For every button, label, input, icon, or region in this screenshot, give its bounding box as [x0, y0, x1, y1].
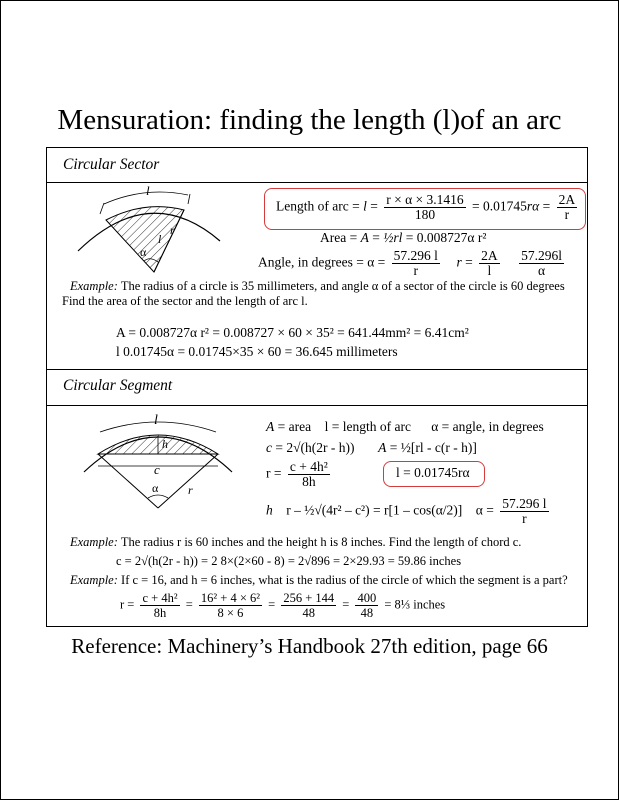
- sector-calc-length: l 0.01745α = 0.01745×35 × 60 = 36.645 millimeters: [116, 344, 398, 359]
- segment-definitions: A = area l = length of arc α = angle, in degrees: [266, 419, 544, 434]
- sector-example-line2: Find the area of the sector and the length of arc l.: [62, 294, 308, 308]
- sector-diagram: [70, 186, 250, 286]
- page-title: Mensuration: finding the length (l)of an arc: [57, 104, 562, 136]
- radius-formula: r = $\frac{\text{c + 4h²}}{8h}$: [266, 459, 328, 489]
- divider-2: [46, 369, 587, 370]
- sector-label-l: l: [146, 186, 150, 198]
- segment-label-h: h: [162, 437, 168, 451]
- segment-label-r: r: [188, 483, 193, 497]
- sector-heading: Circular Sector: [63, 156, 160, 173]
- segment-diagram: [80, 412, 250, 522]
- angle-formula: Angle, in degrees = α = $\frac{57.296 l}{r}$ r = $\frac{2A}{l}$ $\frac{57.296l}{\alpha}$: [258, 248, 562, 278]
- chord-formula: c = 2√(h(2r - h)) A = ½[rl - c(r - h)]: [266, 440, 477, 455]
- segment-label-alpha: α: [152, 481, 159, 495]
- arc-length-fraction: $\frac{r \times \alpha \times 3.1416}{180}$: [386, 192, 464, 222]
- area-formula: Area = A = ½rl = 0.008727α r²: [320, 230, 487, 245]
- arc-length-fraction-2: $\frac{2A}{r}$: [558, 192, 576, 222]
- divider-1: [46, 182, 587, 183]
- sector-example: Example: The radius of a circle is 35 millimeters, and angle α of a sector of the circle is 60 degrees: [70, 279, 565, 293]
- sector-label-alpha: α: [140, 245, 147, 259]
- segment-example-1: Example: The radius r is 60 inches and the height h is 8 inches. Find the length of chord c.: [70, 535, 522, 549]
- segment-example-2-calc: r = $\frac{\text{c + 4h²}}{8h}$ = $\frac{\text{16² + 4 × 6²}}{8 \times 6}$ = $\frac{256 + 144}{48}$ = $\frac{400}{48}$ = 8⅓ inches: [120, 591, 446, 620]
- sector-label-r: r: [170, 223, 175, 237]
- segment-example-1-calc: c = 2√(h(2r - h)) = 2 8×(2×60 - 8) = 2√896 = 2×29.93 = 59.86 inches: [116, 554, 462, 568]
- sector-label-l-inner: l: [158, 232, 162, 246]
- arc-length-formula: Length of arc = l = $\frac{r \times \alpha \times 3.1416}{180}$ = 0.01745rα = $\frac{2A}{r}$: [276, 192, 576, 222]
- reference-line: Reference: Machinery’s Handbook 27th edition, page 66: [71, 634, 548, 658]
- divider-3: [46, 405, 587, 406]
- segment-example-2: Example: If c = 16, and h = 6 inches, what is the radius of the circle of which the segment is a part?: [70, 573, 568, 587]
- height-formula: h r – ½√(4r² – c²) = r[1 – cos(α/2)] α = $\frac{57.296 l}{r}$: [266, 496, 547, 526]
- segment-label-c: c: [154, 462, 160, 477]
- segment-label-l: l: [154, 413, 158, 428]
- segment-arc-formula: l = 0.01745rα: [396, 465, 470, 480]
- segment-heading: Circular Segment: [63, 377, 173, 394]
- sector-calc-area: A = 0.008727α r² = 0.008727 × 60 × 35² = 641.44mm² = 6.41cm²: [116, 325, 469, 340]
- arc-length-label: Length of arc: [276, 198, 349, 214]
